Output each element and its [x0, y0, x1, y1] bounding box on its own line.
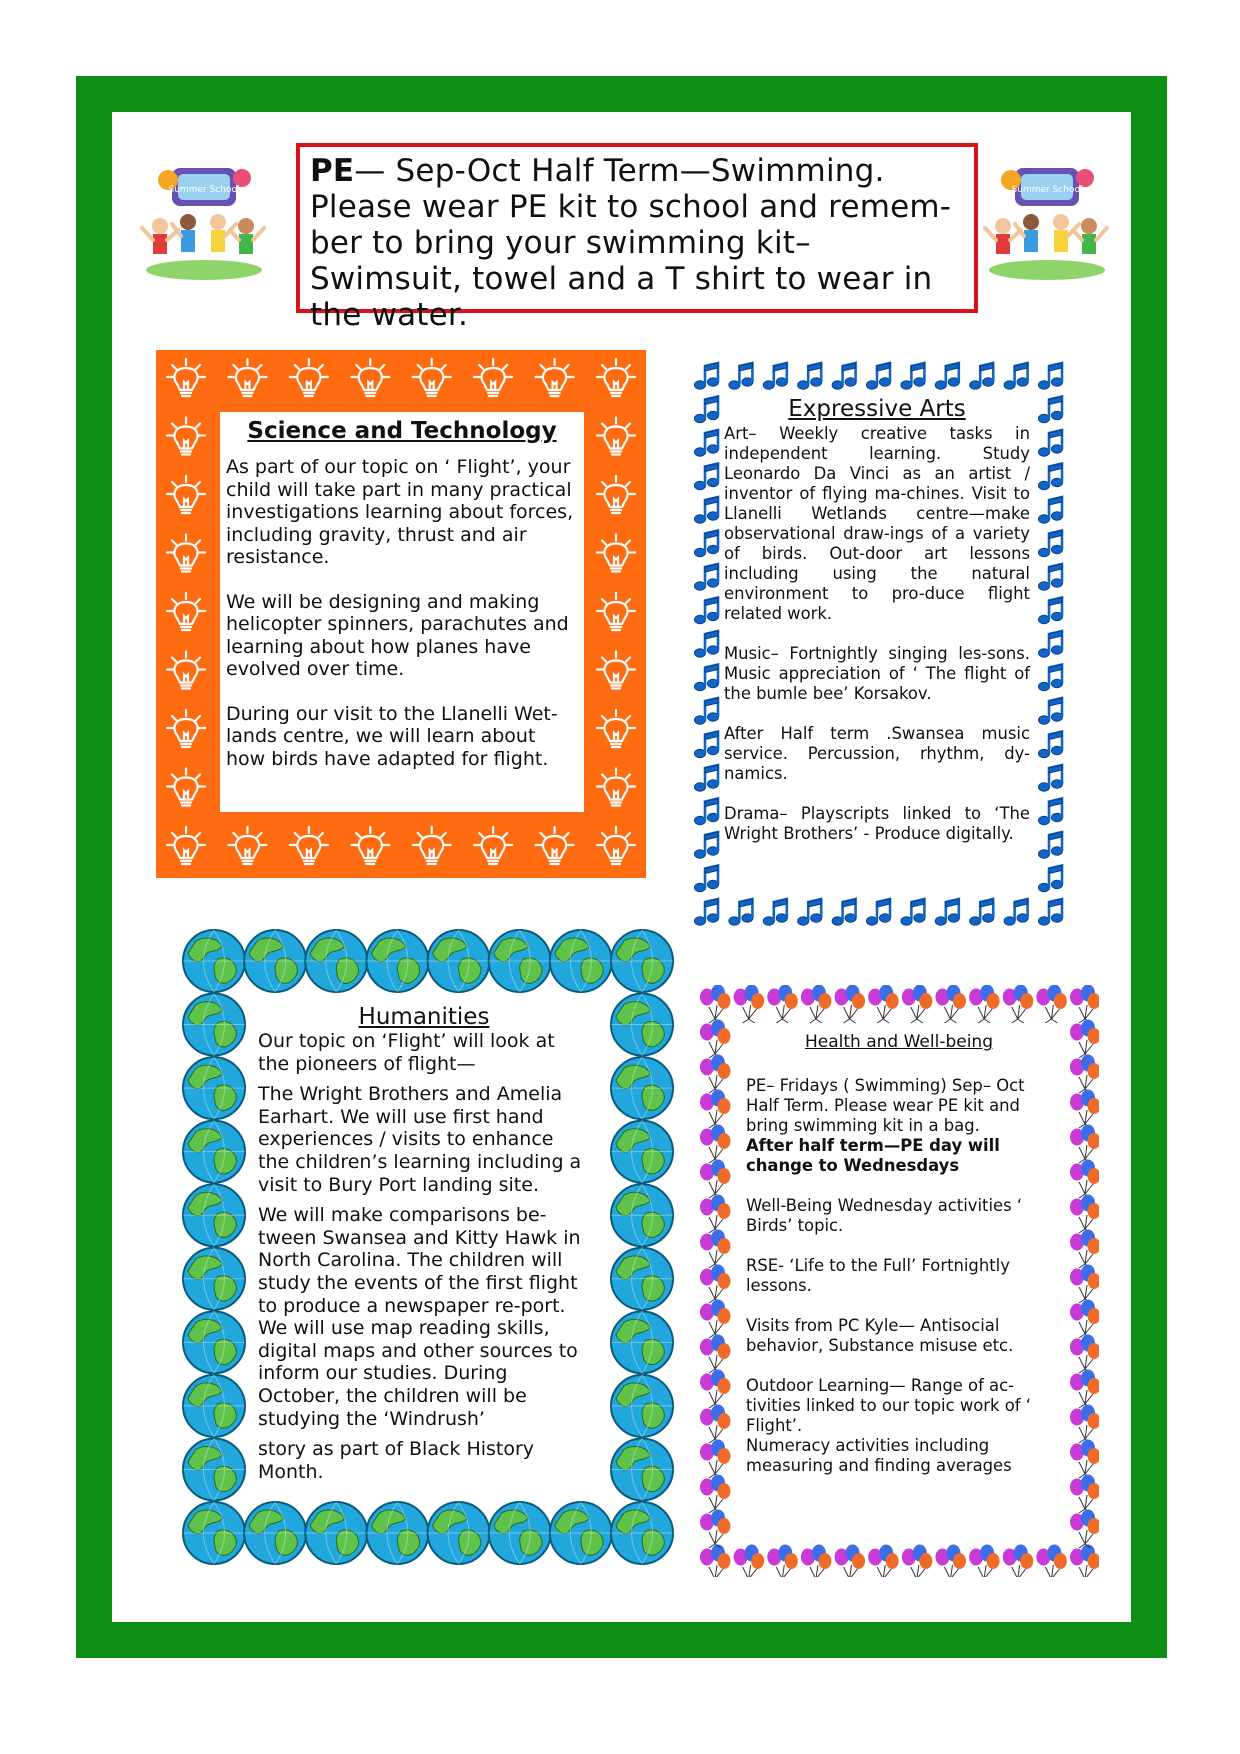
music-note-icon	[695, 564, 719, 590]
globe-icon	[183, 1438, 245, 1500]
globe-icon	[611, 930, 673, 992]
balloons-icon	[700, 1300, 731, 1339]
globe-icon	[305, 1502, 367, 1564]
balloons-icon	[1070, 1195, 1099, 1234]
humanities-paragraph: The Wright Brothers and Amelia Earhart. We will use first hand experiences / visits to enhance the children’s learning including a visit to Bury Port landing site.	[258, 1083, 582, 1196]
balloons-icon	[700, 1335, 731, 1374]
balloons-icon	[1070, 1230, 1099, 1269]
children-logo-icon	[138, 150, 270, 285]
music-note-icon	[729, 899, 753, 925]
humanities-paragraph: We will make comparisons be-tween Swansea and Kitty Hawk in North Carolina. The children will study the events of the first flight to produce a newspaper re-port. We will use map reading skills, digital maps and other sources to inform our studies. During October, the children will be studying the ‘Windrush’	[258, 1204, 581, 1430]
balloons-icon	[700, 1475, 731, 1514]
globe-icon	[366, 930, 428, 992]
balloons-icon	[700, 1370, 731, 1409]
balloons-icon	[700, 1545, 731, 1578]
balloons-icon	[767, 1545, 798, 1578]
arts-paragraph: Drama– Playscripts linked to ‘The Wright Brothers’ - Produce digitally.	[724, 804, 1030, 843]
balloons-icon	[700, 1265, 731, 1304]
balloons-icon	[1070, 1020, 1099, 1059]
balloons-icon	[902, 985, 933, 1023]
balloons-icon	[1070, 1090, 1099, 1129]
music-note-icon	[695, 497, 719, 523]
globe-icon	[366, 1502, 428, 1564]
balloons-icon	[1070, 1335, 1099, 1374]
balloons-icon	[734, 1545, 765, 1578]
science-paragraph: During our visit to the Llanelli Wet-lands centre, we will learn about how birds have adapted for flight.	[226, 702, 558, 770]
pe-notice-box	[296, 143, 978, 333]
humanities-paragraph: Our topic on ‘Flight’ will look at the pioneers of flight—	[258, 1030, 555, 1075]
balloons-icon	[1036, 985, 1067, 1023]
balloons-icon	[935, 985, 966, 1023]
music-note-icon	[695, 464, 719, 490]
music-note-icon	[1039, 531, 1063, 557]
balloons-icon	[1070, 1055, 1099, 1094]
lightbulb-icon	[536, 359, 574, 396]
arts-paragraph: After Half term .Swansea music service. Percussion, rhythm, dy-namics.	[724, 724, 1030, 783]
globe-icon	[183, 1057, 245, 1119]
music-note-icon	[867, 363, 891, 389]
music-note-icon	[763, 363, 787, 389]
balloons-icon	[700, 1405, 731, 1444]
humanities-title: Humanities	[358, 1004, 490, 1030]
globe-icon	[611, 1121, 673, 1183]
music-note-icon	[1039, 698, 1063, 724]
music-note-icon	[1039, 631, 1063, 657]
arts-title: Expressive Arts	[788, 396, 966, 422]
balloons-icon	[700, 1440, 731, 1479]
lightbulb-icon	[167, 535, 205, 572]
lightbulb-icon	[228, 359, 266, 396]
lightbulb-icon	[167, 769, 205, 806]
pe-label: PE	[310, 153, 355, 189]
lightbulb-icon	[228, 827, 266, 864]
music-note-icon	[695, 363, 719, 389]
music-note-icon	[695, 598, 719, 624]
logo-caption: Summer School	[168, 185, 240, 195]
globe-icon	[611, 1502, 673, 1564]
music-note-icon	[867, 899, 891, 925]
globe-icon	[611, 1311, 673, 1373]
balloons-icon	[767, 985, 798, 1023]
music-note-icon	[901, 363, 925, 389]
lightbulb-icon	[351, 359, 389, 396]
balloons-icon	[835, 985, 866, 1023]
music-note-icon	[695, 899, 719, 925]
health-pe-change: After half term—PE day will change to Wednesdays	[746, 1136, 1000, 1175]
globe-icon	[244, 1502, 306, 1564]
globe-icon	[428, 1502, 490, 1564]
balloons-icon	[734, 985, 765, 1023]
music-note-icon	[935, 899, 959, 925]
music-note-icon	[1039, 866, 1063, 892]
balloons-icon	[1070, 1475, 1099, 1514]
music-note-icon	[935, 363, 959, 389]
globe-icon	[611, 1057, 673, 1119]
music-note-icon	[695, 732, 719, 758]
balloons-icon	[969, 1545, 1000, 1578]
music-note-icon	[1039, 899, 1063, 925]
globe-icon	[611, 994, 673, 1056]
lightbulb-icon	[351, 827, 389, 864]
balloons-icon	[1070, 1545, 1099, 1578]
lightbulb-icon	[167, 593, 205, 630]
globe-icon	[305, 930, 367, 992]
balloons-icon	[835, 1545, 866, 1578]
lightbulb-icon	[167, 710, 205, 747]
lightbulb-icon	[597, 769, 635, 806]
balloons-icon	[1036, 1545, 1067, 1578]
balloons-icon	[1070, 1370, 1099, 1409]
logo-caption: Summer School	[1011, 185, 1083, 195]
globe-icon	[183, 930, 245, 992]
globe-icon	[611, 1248, 673, 1310]
music-note-icon	[1039, 430, 1063, 456]
health-outdoor: Outdoor Learning— Range of ac-tivities linked to our topic work of ‘ Flight’.	[746, 1376, 1031, 1435]
balloons-icon	[1070, 1300, 1099, 1339]
children-logo-icon	[981, 150, 1113, 285]
lightbulb-icon	[167, 652, 205, 689]
balloons-icon	[700, 1510, 731, 1549]
balloons-icon	[1070, 1160, 1099, 1199]
health-item: Well-Being Wednesday activities ‘ Birds’ topic.	[746, 1196, 1023, 1235]
balloons-icon	[969, 985, 1000, 1023]
globe-icon	[183, 1248, 245, 1310]
pe-notice-text	[310, 153, 964, 333]
health-item: Visits from PC Kyle— Antisocial behavior, Substance misuse etc.	[746, 1316, 1014, 1355]
globe-icon	[183, 1311, 245, 1373]
music-note-icon	[763, 899, 787, 925]
globe-icon	[183, 1184, 245, 1246]
globe-icon	[489, 1502, 551, 1564]
balloons-icon	[700, 1160, 731, 1199]
music-note-icon	[695, 531, 719, 557]
health-numeracy: Numeracy activities including measuring and finding averages	[746, 1436, 1012, 1475]
balloons-icon	[700, 1195, 731, 1234]
music-note-icon	[695, 698, 719, 724]
globe-icon	[183, 1502, 245, 1564]
arts-paragraph: Music– Fortnightly singing les-sons. Music appreciation of ‘ The flight of the bumle bee’ Korsakov.	[724, 644, 1030, 703]
science-title: Science and Technology	[247, 418, 557, 444]
balloons-icon	[868, 1545, 899, 1578]
lightbulb-icon	[474, 827, 512, 864]
music-note-icon	[695, 832, 719, 858]
music-note-icon	[1039, 765, 1063, 791]
balloons-icon	[1070, 1265, 1099, 1304]
balloons-icon	[902, 1545, 933, 1578]
music-note-icon	[1004, 363, 1028, 389]
balloons-icon	[935, 1545, 966, 1578]
balloons-icon	[700, 1125, 731, 1164]
music-note-icon	[695, 765, 719, 791]
music-note-icon	[695, 665, 719, 691]
globe-icon	[183, 994, 245, 1056]
globe-icon	[550, 1502, 612, 1564]
lightbulb-icon	[413, 827, 451, 864]
balloons-icon	[801, 1545, 832, 1578]
arts-panel	[724, 396, 1030, 876]
globe-icon	[489, 930, 551, 992]
globe-icon	[611, 1375, 673, 1437]
globe-icon	[244, 930, 306, 992]
pe-notice-body: — Sep-Oct Half Term—Swimming. Please wear PE kit to school and remem-ber to bring your swimming kit– Swimsuit, towel and a T shirt to wear in the water.	[310, 153, 952, 333]
music-note-icon	[695, 397, 719, 423]
balloons-icon	[1003, 985, 1034, 1023]
lightbulb-icon	[597, 827, 635, 864]
humanities-paragraph: story as part of Black History Month.	[258, 1438, 535, 1483]
music-note-icon	[1039, 665, 1063, 691]
science-paragraph: We will be designing and making helicopter spinners, parachutes and learning about how planes have evolved over time.	[226, 590, 569, 680]
lightbulb-icon	[597, 710, 635, 747]
lightbulb-icon	[536, 827, 574, 864]
lightbulb-icon	[597, 535, 635, 572]
music-note-icon	[1004, 899, 1028, 925]
music-note-icon	[798, 363, 822, 389]
lightbulb-icon	[167, 476, 205, 513]
music-note-icon	[695, 430, 719, 456]
balloons-icon	[700, 1090, 731, 1129]
balloons-icon	[1070, 1510, 1099, 1549]
lightbulb-icon	[167, 827, 205, 864]
lightbulb-icon	[597, 652, 635, 689]
lightbulb-icon	[290, 359, 328, 396]
balloons-icon	[1070, 1125, 1099, 1164]
globe-icon	[611, 1184, 673, 1246]
music-note-icon	[832, 899, 856, 925]
music-note-icon	[1039, 799, 1063, 825]
balloons-icon	[700, 1020, 731, 1059]
balloons-icon	[700, 1055, 731, 1094]
balloons-icon	[801, 985, 832, 1023]
balloons-icon	[700, 985, 731, 1023]
music-note-icon	[729, 363, 753, 389]
lightbulb-icon	[597, 593, 635, 630]
music-note-icon	[901, 899, 925, 925]
balloons-icon	[1003, 1545, 1034, 1578]
globe-icon	[183, 1375, 245, 1437]
science-panel	[220, 412, 584, 812]
music-note-icon	[1039, 464, 1063, 490]
humanities-panel	[258, 1004, 590, 1494]
lightbulb-icon	[474, 359, 512, 396]
lightbulb-icon	[290, 827, 328, 864]
music-note-icon	[1039, 363, 1063, 389]
lightbulb-icon	[597, 476, 635, 513]
lightbulb-icon	[167, 359, 205, 396]
health-title: Health and Well-being	[804, 1032, 993, 1052]
globe-icon	[550, 930, 612, 992]
science-paragraph: As part of our topic on ‘ Flight’, your child will take part in many practical investigations learning about forces, including gravity, thrust and air resistance.	[226, 456, 574, 568]
balloons-icon	[868, 985, 899, 1023]
balloons-icon	[700, 1230, 731, 1269]
music-note-icon	[1039, 598, 1063, 624]
globe-icon	[183, 1121, 245, 1183]
balloons-icon	[1070, 1440, 1099, 1479]
globe-icon	[428, 930, 490, 992]
music-note-icon	[1039, 397, 1063, 423]
health-pe-line: PE– Fridays ( Swimming) Sep– Oct Half Term. Please wear PE kit and bring swimming kit in a bag.	[746, 1076, 1025, 1135]
health-item: RSE- ‘Life to the Full’ Fortnightly lessons.	[746, 1256, 1010, 1295]
music-note-icon	[832, 363, 856, 389]
music-note-icon	[695, 631, 719, 657]
music-note-icon	[1039, 564, 1063, 590]
balloons-icon	[1070, 1405, 1099, 1444]
globe-icon	[611, 1438, 673, 1500]
music-note-icon	[695, 799, 719, 825]
music-note-icon	[798, 899, 822, 925]
music-note-icon	[970, 363, 994, 389]
lightbulb-icon	[413, 359, 451, 396]
music-note-icon	[970, 899, 994, 925]
arts-paragraph: Art– Weekly creative tasks in independent learning. Study Leonardo Da Vinci as an artist / inventor of flying ma-chines. Visit to Llanelli Wetlands centre—make observational draw-ings of a variety of birds. Out-door art lessons including using the natural environment to pro-duce flight related work.	[724, 424, 1030, 623]
health-panel	[746, 1032, 1052, 1532]
lightbulb-icon	[167, 418, 205, 455]
music-note-icon	[1039, 832, 1063, 858]
balloons-icon	[1070, 985, 1099, 1023]
music-note-icon	[695, 866, 719, 892]
music-note-icon	[1039, 497, 1063, 523]
lightbulb-icon	[597, 359, 635, 396]
lightbulb-icon	[597, 418, 635, 455]
music-note-icon	[1039, 732, 1063, 758]
